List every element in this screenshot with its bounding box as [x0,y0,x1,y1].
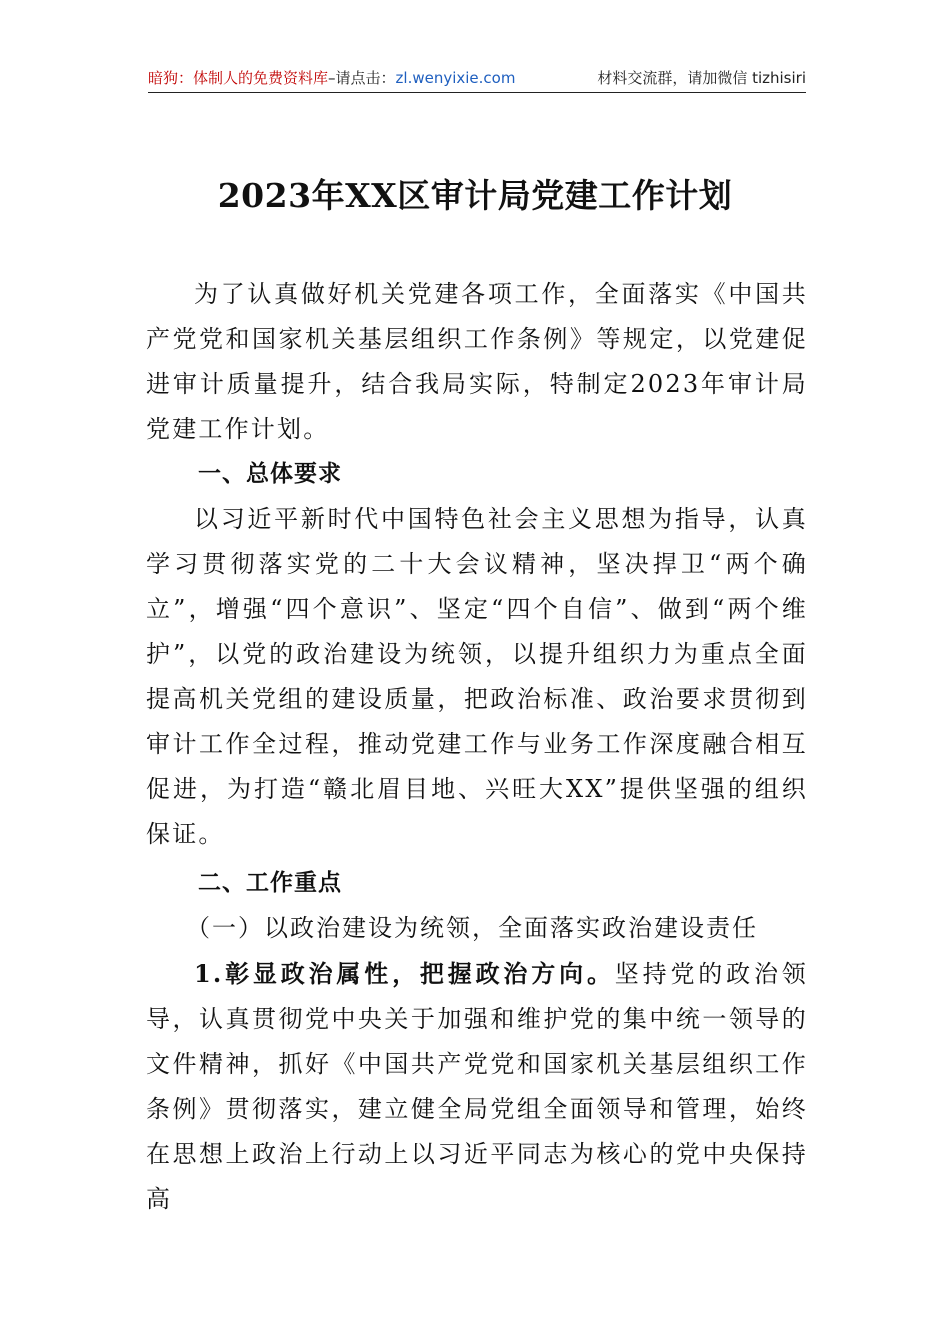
section2-heading: 二、工作重点 [198,870,342,896]
section2-subheading: （一）以政治建设为统领，全面落实政治建设责任 [186,914,758,942]
header-site-name: 暗狗：体制人的免费资料库 [148,69,329,87]
item1-lead: 1.彰显政治属性，把握政治方向。 [194,959,615,988]
page-header [148,64,806,93]
header-group-text: 材料交流群，请加微信 tizhisiri [597,69,806,87]
document-body [146,272,808,1222]
document-title: 2023年XX区审计局党建工作计划 [217,176,733,215]
item1-body: 坚持党的政治领导，认真贯彻党中央关于加强和维护党的集中统一领导的文件精神，抓好《中国共产党党和国家机关基层组织工作条例》贯彻落实，建立健全局党组全面领导和管理，始终在思想上政治上行动上以习近平同志为核心的党中央保持高 [146,960,808,1213]
item1-paragraph [146,951,808,1222]
header-url-link[interactable]: zl.wenyixie.com [395,69,516,87]
intro-paragraph: 为了认真做好机关党建各项工作，全面落实《中国共产党党和国家机关基层组织工作条例》等规定，以党建促进审计质量提升，结合我局实际，特制定2023年审计局党建工作计划。 [146,280,808,443]
section1-paragraph: 以习近平新时代中国特色社会主义思想为指导，认真学习贯彻落实党的二十大会议精神，坚决捍卫“两个确立”，增强“四个意识”、坚定“四个自信”、做到“两个维护”，以党的政治建设为统领，以提升组织力为重点全面提高机关党组的建设质量，把政治标准、政治要求贯彻到审计工作全过程，推动党建工作与业务工作深度融合相互促进，为打造“赣北眉目地、兴旺大XX”提供坚强的组织保证。 [146,505,808,848]
section1-heading: 一、总体要求 [198,461,342,487]
header-click-text: –请点击： [328,69,396,87]
